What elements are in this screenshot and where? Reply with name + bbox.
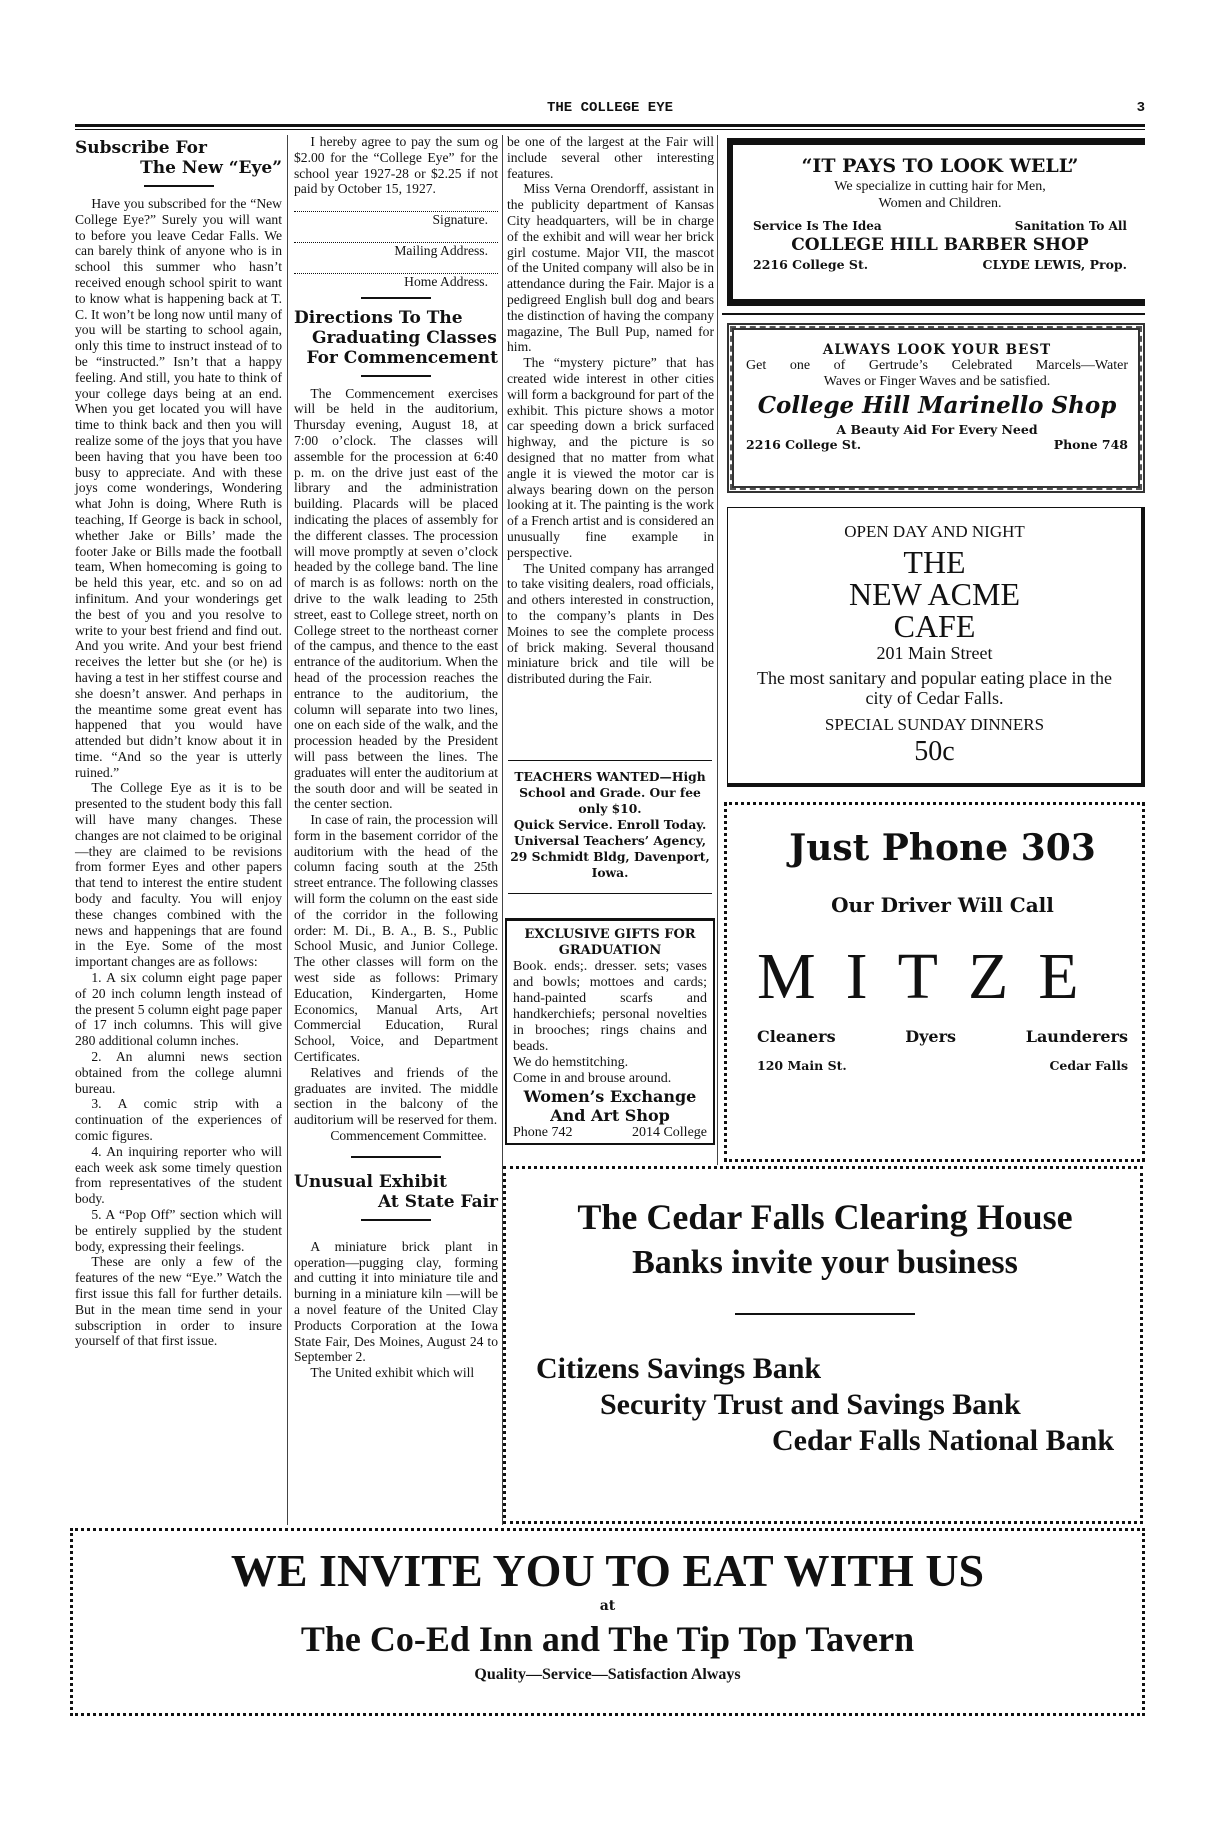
paragraph: Have you subscribed for the “New College Eye?” Surely you will want to before you leave Cedar Falls. We can barely think of anyone who is in school this summer who hasn’t received enough school spirit to want to know what is happening back at T. C. It won’t be long now until many of you will be starting to school again, only this time to instruct instead of to be “instructed.” Isn’t that a happy feeling. And still, you hate to think of your college days being at an end. When you get located you will have time to think back and then you will realize some of the joys that you have been having that you have been too busy to appreciate. And with these joys come wonderings, Wondering what John is doing, Where Ruth is teaching, If George is back in school, whether Jake or Bills’ made the footer Jake or Bills made the football team, When homecoming is going to be held this year, etc. and so on ad infinitum. And your wonderings get the best of you and you resolve to write to your best friend and find out. And you write. And your best friend receives the letter but she (or he) is having a test in her stiffest course and she doesn’t answer. And perhaps in the meantime some great event has happened that you would have attended but didn’t know about it in time. “And so the year is utterly ruined.” xyxy=(75,196,282,780)
ad-headline: The Cedar Falls Clearing House xyxy=(577,1197,1073,1237)
ad-heading: ALWAYS LOOK YOUR BEST xyxy=(822,342,1052,358)
phone: Phone 748 xyxy=(1053,437,1128,452)
paragraph: 3. A comic strip with a continuation of the experiences of comic figures. xyxy=(75,1096,282,1144)
ad-text: We specialize in cutting hair for Men, xyxy=(834,179,1046,194)
mailing-line xyxy=(294,232,498,243)
divider xyxy=(144,185,214,187)
paragraph: The College Eye as it is to be presented to the student body this fall will have many changes. These changes are not claimed to be original—they are claimed to be revisions from former Eyes and other papers that tend to interest the entire student body and faculty. You will enjoy these changes combined with the news and happenings that are found in the Eye. Some of the most important changes are as follows: xyxy=(75,780,282,970)
acme-cafe-ad xyxy=(727,507,1145,787)
bank-name: Security Trust and Savings Bank xyxy=(600,1388,1021,1421)
paragraph: The United company has arranged to take visiting dealers, road officials, and others interested in construction, to the company’s plants in Des Moines to see the complete process of brick making. Several thousand miniature brick and tile will be distributed during the Fair. xyxy=(507,560,714,687)
home-line xyxy=(294,263,498,274)
mailing-label: Mailing Address. xyxy=(394,242,488,258)
paragraph: The “mystery picture” that has created wide interest in other cities will form a background for part of the exhibit. This picture shows a motor car speeding down a brick surfaced highway, and the picture is so designed that no matter from what angle it is viewed the motor car is always bearing down on the person looking at it. The painting is the work of a French artist and is considered an unusually fine example in perspective. xyxy=(507,355,714,560)
marinello-shop-ad xyxy=(727,323,1145,493)
ad-text: Book. ends;. dresser. sets; vases and bowls; mottoes and cards; hand-painted scarfs and handkerchiefs; personal novelties in brooches; rings chains and beads. xyxy=(513,959,707,1054)
address: 2014 College xyxy=(631,1125,707,1140)
page-header xyxy=(75,100,1145,122)
bank-name: Cedar Falls National Bank xyxy=(772,1424,1114,1457)
ad-text: The most sanitary and popular eating place in the city of Cedar Falls. xyxy=(757,668,1112,708)
ad-text: OPEN DAY AND NIGHT xyxy=(844,522,1025,541)
ad-text: Women and Children. xyxy=(878,196,1002,211)
ad-text: Sanitation To All xyxy=(1014,219,1127,233)
ad-text: Waves or Finger Waves and be satisfied. xyxy=(823,374,1051,389)
address: 2216 College St. xyxy=(746,437,862,452)
column-2 xyxy=(294,134,498,1381)
ad-text: Come in and brouse around. xyxy=(513,1071,672,1086)
signature-line xyxy=(294,201,498,212)
newspaper-title: THE COLLEGE EYE xyxy=(546,100,674,116)
article-headline: Directions To The Graduating Classes For Commencement xyxy=(294,307,498,368)
paragraph: 2. An alumni news section obtained from the college alumni bureau. xyxy=(75,1049,282,1096)
subscribe-article xyxy=(75,138,282,1349)
ad-text: Quick Service. Enroll Today. Universal Teachers’ Agency, 29 Schmidt Bldg, Davenport, Iowa. xyxy=(510,817,710,880)
paragraph: 1. A six column eight page paper of 20 inch column length instead of the present 5 column eight page paper of 17 inch columns. This will give 280 additional column inches. xyxy=(75,970,282,1049)
bank-name: Citizens Savings Bank xyxy=(536,1352,822,1385)
paragraph: 5. A “Pop Off” section which will be entirely supplied by the student body, expressing their feelings. xyxy=(75,1207,282,1254)
paragraph: Relatives and friends of the graduates are invited. The middle section in the balcony of the auditorium will be reserved for them. xyxy=(294,1064,498,1128)
address: 201 Main Street xyxy=(876,643,993,663)
signature-label: Signature. xyxy=(432,212,488,228)
paragraph: 4. An inquiring reporter who will each week ask some timely question from representatives of the student body. xyxy=(75,1143,282,1207)
divider xyxy=(361,297,431,299)
exhibit-continued xyxy=(507,134,714,687)
shop-name: COLLEGE HILL BARBER SHOP xyxy=(791,235,1089,255)
phone: Phone 742 xyxy=(513,1125,573,1140)
ad-text: Service Is The Idea xyxy=(753,219,882,233)
ad-headline: Banks invite your business xyxy=(632,1244,1018,1281)
divider xyxy=(361,375,431,377)
paragraph: These are only a few of the features of the new “Eye.” Watch the first issue this fall for further details. But in the mean time send in your subscription in order to insure yourself of that first issue. xyxy=(75,1254,282,1349)
ad-text: SPECIAL SUNDAY DINNERS xyxy=(824,715,1045,734)
barber-shop-ad xyxy=(727,138,1145,306)
address: 120 Main St. xyxy=(757,1058,847,1073)
article-headline: Subscribe For The New “Eye” xyxy=(75,138,282,178)
divider xyxy=(735,1313,915,1315)
signoff: Commencement Committee. xyxy=(330,1128,487,1144)
restaurant-names: The Co-Ed Inn and The Tip Top Tavern xyxy=(300,1619,915,1659)
ad-headline: WE INVITE YOU TO EAT WITH US xyxy=(230,1545,985,1596)
ad-text: TEACHERS WANTED—High School and Grade. Our fee only $10. xyxy=(514,769,706,816)
co-ed-inn-ad xyxy=(70,1528,1145,1716)
paragraph: In case of rain, the procession will form in the basement corridor of the auditorium with the head of the column facing south at the 25th street entrance. The following classes will form the column on the east side of the corridor in the following order: M. Di., B. A., B. S., Public School Music, and Junior College. The other classes will form on the west side as follows: Primary Education, Kindergarten, Home Economics, Manual Arts, Art Commercial Education, Rural School, Voice, and Department Certificates. xyxy=(294,812,498,1065)
ad-text: at xyxy=(599,1598,616,1614)
ad-text: Get one of Gertrude’s Celebrated Marcels—Water xyxy=(746,358,1128,373)
ad-headline: Just Phone 303 xyxy=(789,827,1096,869)
city: Cedar Falls xyxy=(1049,1058,1128,1073)
paragraph: A miniature brick plant in operation—pugging clay, forming and cutting it into miniature tile and burning in a miniature kiln —will be a novel feature of the United Clay Products Corporation at the Iowa State Fair, Des Moines, August 24 to September 2. xyxy=(294,1238,498,1365)
page-number: 3 xyxy=(1136,100,1145,116)
subscription-pledge: I hereby agree to pay the sum og $2.00 for the “College Eye” for the school year 1927-28 or $2.25 if not paid by October 15, 1927. xyxy=(294,134,498,197)
ad-tagline: A Beauty Aid For Every Need xyxy=(836,422,1038,437)
price: 50c xyxy=(914,736,955,767)
ad-slogan: “IT PAYS TO LOOK WELL” xyxy=(801,155,1079,177)
header-rule xyxy=(75,124,1145,130)
paragraph: The United exhibit which will xyxy=(310,1365,475,1381)
address: 2216 College St. xyxy=(753,257,869,272)
service: Launderers xyxy=(1025,1027,1128,1046)
shop-name: College Hill Marinello Shop xyxy=(757,392,1117,419)
cafe-name: CAFE xyxy=(893,608,976,644)
shop-name: Women’s Exchange xyxy=(523,1087,697,1106)
business-name: MITZE xyxy=(757,940,1109,1013)
gifts-ad xyxy=(505,918,715,1145)
ad-text: We do hemstitching. xyxy=(513,1055,629,1070)
column-rule xyxy=(287,135,288,1525)
paragraph: be one of the largest at the Fair will include several other interesting features. xyxy=(507,134,714,181)
cafe-name: NEW ACME xyxy=(849,576,1020,612)
divider xyxy=(722,313,1145,315)
paragraph: Miss Verna Orendorff, assistant in the publicity department of Kansas City headquarters, will be in charge of the exhibit and will wear her brick girl costume. Major VII, the mascot of the United company will also be in attendance during the Fair. Major is a pedigreed English bull dog and bears the distinction of having the company magazine, The Bull Pup, named for him. xyxy=(507,181,714,355)
teachers-wanted-ad xyxy=(508,760,712,894)
banks-ad xyxy=(503,1166,1143,1524)
column-rule xyxy=(717,135,718,1165)
ad-text: Our Driver Will Call xyxy=(831,893,1054,917)
shop-name: And Art Shop xyxy=(550,1106,670,1125)
home-label: Home Address. xyxy=(404,273,488,289)
paragraph: The Commencement exercises will be held in the auditorium, Thursday evening, August 18, at 7:00 o’clock. The classes will assemble for the procession at 6:40 p. m. on the drive just east of the library and the administration building. Placards will be placed indicating the places of assembly for the different classes. The procession will move promptly at seven o’clock headed by the college band. The line of march is as follows: north on the drive to the walk leading to 25th street, east to College street, north on College street to the northeast corner of the campus, and thence to the east entrance of the auditorium. When the head of the procession reaches the entrance to the auditorium, the column will separate into two lines, one on each side of the walk, and the procession headed by the President will pass between the lines. The graduates will enter the auditorium at the south door and will be seated in the center section. xyxy=(294,385,498,812)
cafe-name: THE xyxy=(903,544,966,580)
divider xyxy=(361,1219,431,1221)
service: Dyers xyxy=(905,1027,957,1046)
ad-title: EXCLUSIVE GIFTS FOR GRADUATION xyxy=(524,927,696,958)
article-headline: Unusual Exhibit At State Fair xyxy=(294,1171,498,1212)
proprietor: CLYDE LEWIS, Prop. xyxy=(982,257,1127,272)
divider xyxy=(351,1156,441,1158)
service: Cleaners xyxy=(757,1027,836,1046)
mitze-ad xyxy=(724,802,1145,1162)
ad-tagline: Quality—Service—Satisfaction Always xyxy=(474,1666,741,1683)
